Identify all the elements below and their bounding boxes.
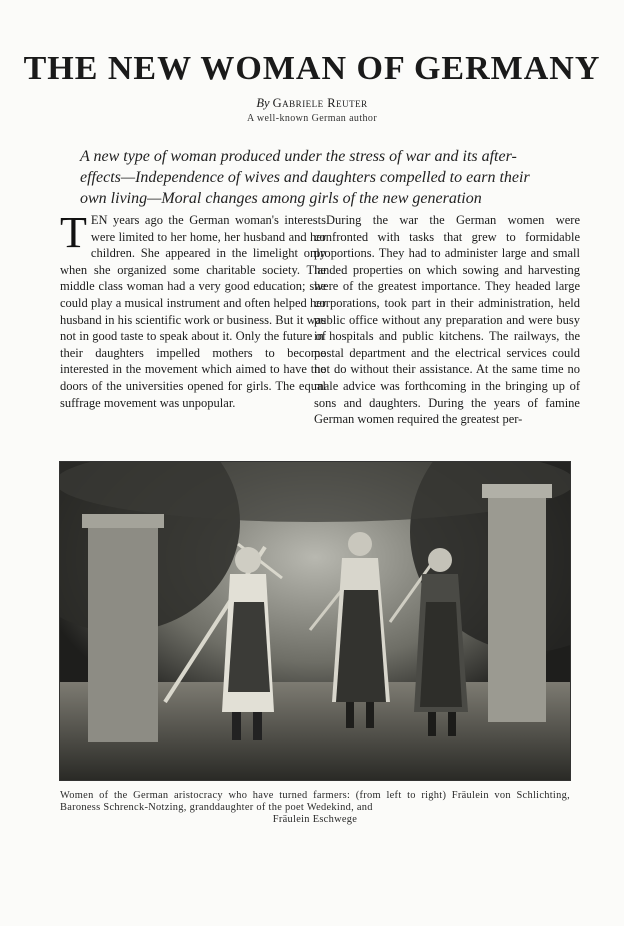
byline — [0, 96, 624, 111]
caption-tail: Fräulein Eschwege — [272, 814, 358, 825]
body-column-left — [60, 208, 326, 411]
article-deck: A new type of woman produced under the stress of war and its after-effects—Independence of wives and daughters compelled to earn their own living—Moral changes among girls of the new generation — [80, 148, 530, 207]
drop-cap: T — [60, 208, 87, 257]
author-note: A well-known German author — [246, 113, 378, 124]
author-name: Gabriele Reuter — [272, 96, 368, 110]
photo-caption — [60, 790, 570, 826]
byline-prefix: By — [256, 96, 270, 110]
photo-women-farmers-image — [60, 462, 570, 780]
article-photograph — [60, 462, 570, 780]
article-title: THE NEW WOMAN OF GERMANY — [23, 50, 601, 87]
body-column-right — [314, 212, 580, 428]
caption-main: Women of the German aristocracy who have turned farmers: (from left to right) Fräulein von Schlichting, Baroness Schrenck-Notzing, granddaughter of the poet Wedekind, and — [60, 790, 570, 813]
right-column-text: During the war the German women were confronted with tasks that grew to formidable proportions. They had to administer large and small landed properties on which sowing and harvesting were of the greatest importance. They headed large corporations, took part in their administration, held public office without any preparation and were busy in hospitals and public kitchens. The railways, the postal department and the electrical services could not do without their assistance. At the same time no male advice was forthcoming in the bringing up of sons and daughters. During the years of famine German women required the greatest per- — [314, 213, 580, 427]
left-column-text: EN years ago the German woman's interests were limited to her home, her husband and her children. She appeared in the limelight only when she organized some charitable society. The middle class woman had a very good education; she could play a musical instrument and often helped her husband in his scientific work or business. But it was not in good taste to speak about it. Only the future of their daughters impelled mothers to become interested in the movement which aimed to have the doors of the universities opened for girls. The equal suffrage movement was unpopular. — [60, 213, 326, 410]
left-column-paragraph — [60, 208, 326, 411]
